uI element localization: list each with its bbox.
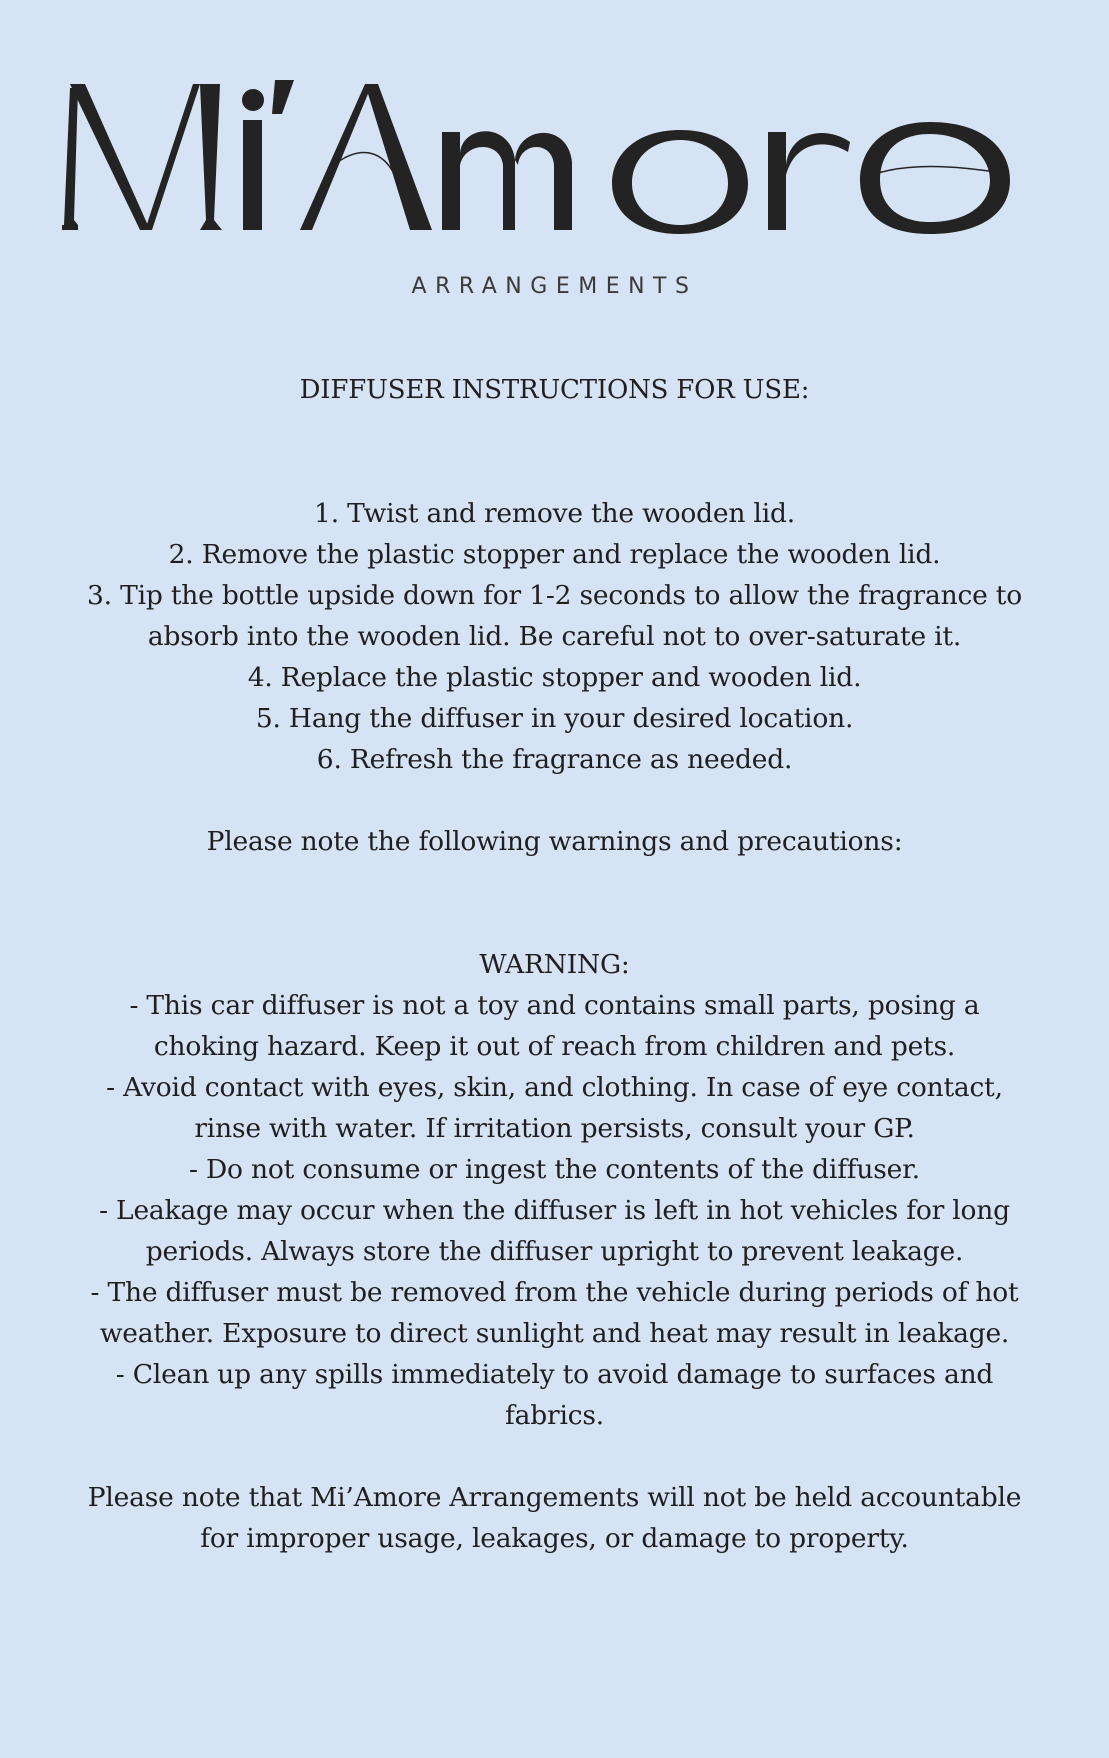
warning-item: - This car diffuser is not a toy and contains small parts, posing a choking hazard. Keep it out of reach from children and pets.	[129, 990, 980, 1062]
instruction-step-1: 1. Twist and remove the wooden lid.	[314, 498, 795, 529]
instruction-step-5: 5. Hang the diffuser in your desired location.	[255, 703, 854, 734]
brand-tagline: ARRANGEMENTS	[411, 274, 698, 299]
warning-item: - Leakage may occur when the diffuser is left in hot vehicles for long periods. Always store the diffuser upright to prevent leakage.	[99, 1195, 1010, 1267]
instruction-step-6: 6. Refresh the fragrance as needed.	[316, 744, 793, 775]
warning-item: - Avoid contact with eyes, skin, and clothing. In case of eye contact, rinse with water. If irritation persists, consult your GP.	[106, 1072, 1003, 1144]
warning-heading: WARNING:	[479, 949, 630, 980]
instruction-step-3: 3. Tip the bottle upside down for 1-2 seconds to allow the fragrance to absorb into the wooden lid. Be careful not to over-saturate it.	[87, 580, 1022, 652]
instructions-body	[70, 370, 1039, 1559]
precautions-intro: Please note the following warnings and precautions:	[206, 826, 903, 857]
warning-item: - The diffuser must be removed from the vehicle during periods of hot weather. Exposure to direct sunlight and heat may result in leakage.	[90, 1277, 1019, 1349]
warning-item: - Do not consume or ingest the contents of the diffuser.	[189, 1154, 920, 1185]
instruction-step-2: 2. Remove the plastic stopper and replace the wooden lid.	[168, 539, 941, 570]
instructions-heading: DIFFUSER INSTRUCTIONS FOR USE:	[299, 375, 810, 405]
disclaimer: Please note that Mi’Amore Arrangements will not be held accountable for improper usage, leakages, or damage to property.	[87, 1482, 1022, 1554]
instruction-step-4: 4. Replace the plastic stopper and wooden lid.	[247, 662, 862, 693]
warning-item: - Clean up any spills immediately to avoid damage to surfaces and fabrics.	[115, 1359, 994, 1431]
